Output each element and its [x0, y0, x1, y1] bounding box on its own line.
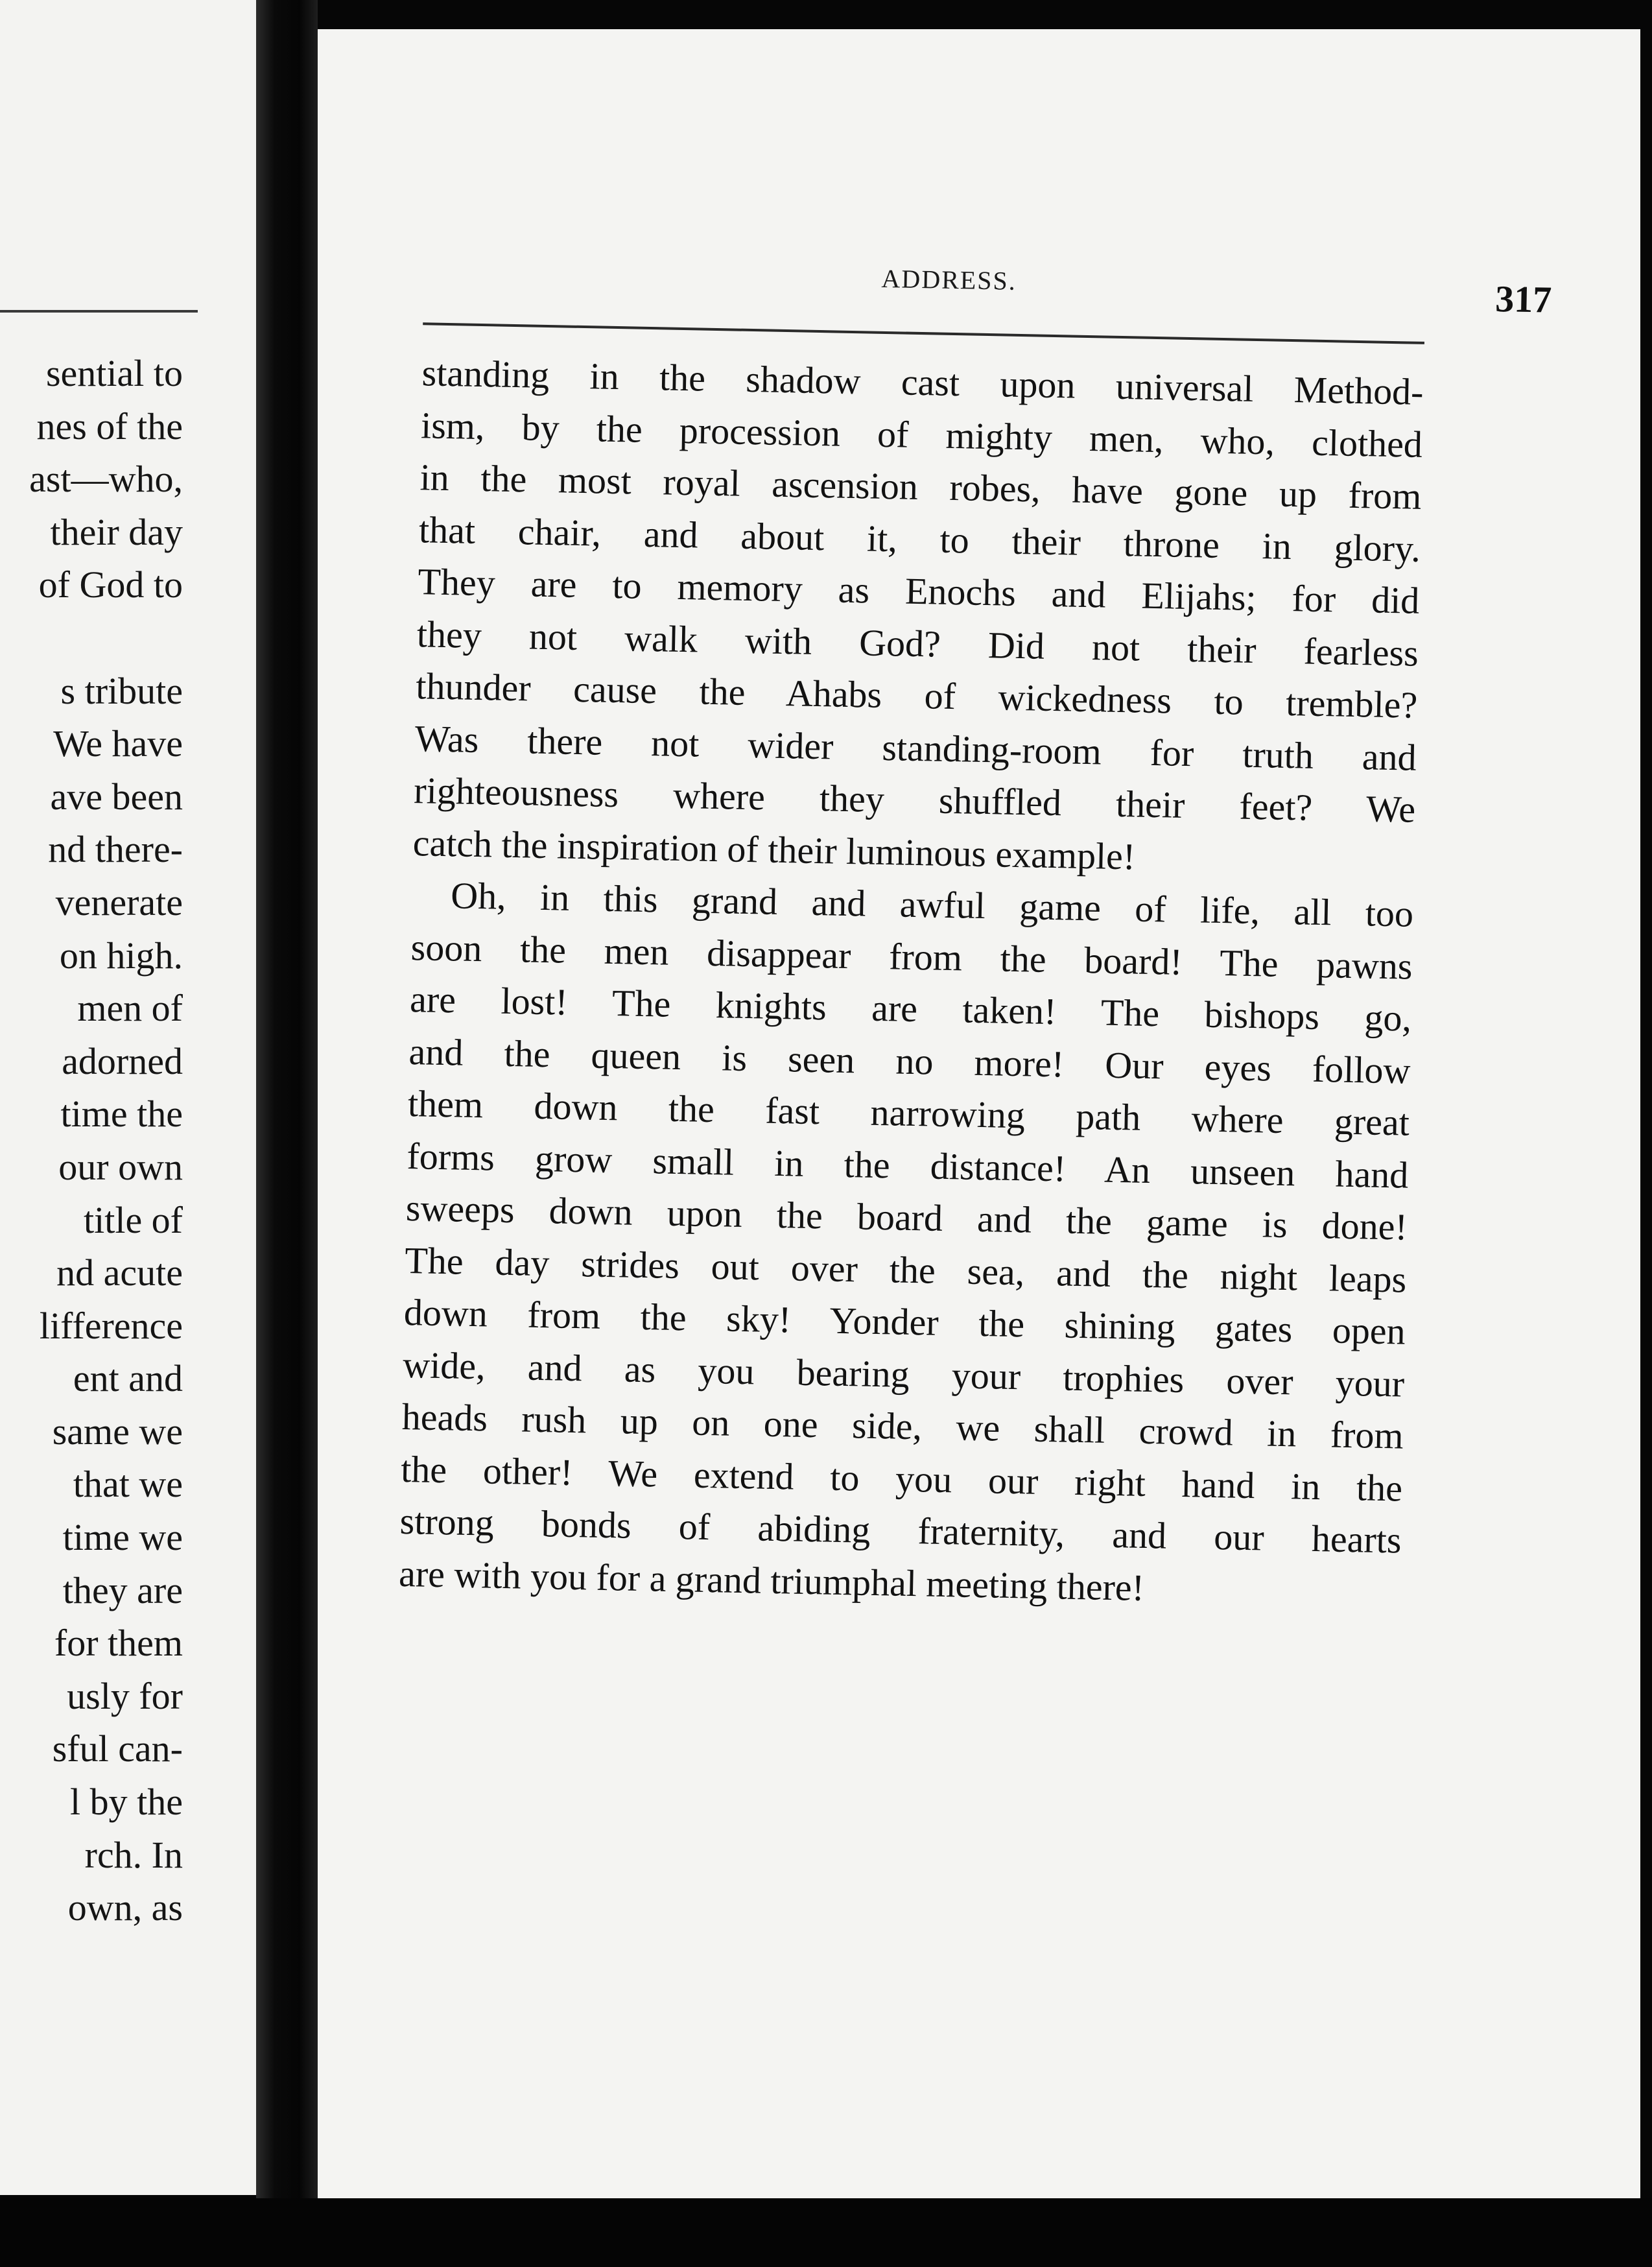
left-page-line: ent and — [73, 1357, 183, 1400]
left-page — [0, 0, 256, 2195]
text-line: them down the fast narrowing path where great — [407, 1082, 1410, 1144]
left-page-line: nd there- — [48, 828, 183, 871]
right-page — [318, 29, 1640, 2198]
text-line: heads rush up on one side, we shall crowd in from — [401, 1395, 1404, 1457]
paragraph — [412, 347, 1424, 888]
left-page-line: s tribute — [60, 669, 183, 712]
text-line: in the most royal ascension robes, have gone up from — [419, 456, 1422, 517]
text-line: catch the inspiration of their luminous example! — [412, 821, 1136, 878]
left-header-rule — [0, 310, 198, 313]
text-line: ism, by the procession of mighty men, who, clothed — [420, 403, 1423, 466]
text-line: are lost! The knights are taken! The bishops go, — [409, 978, 1412, 1039]
text-line: soon the men disappear from the board! The pawns — [410, 925, 1413, 988]
left-page-line: own, as — [67, 1886, 183, 1929]
text-line: forms grow small in the distance! An unseen hand — [406, 1134, 1409, 1196]
left-page-line: sential to — [45, 352, 183, 394]
left-page-line: on high. — [59, 934, 183, 977]
page-content — [318, 29, 1640, 2198]
left-page-line: for them — [54, 1622, 183, 1665]
left-page-line — [0, 611, 183, 665]
text-line: down from the sky! Yonder the shining gates open — [403, 1290, 1406, 1353]
left-page-text — [0, 347, 183, 1934]
left-page-line: that we — [73, 1463, 183, 1506]
text-line: wide, and as you bearing your trophies over your — [402, 1343, 1405, 1405]
left-page-line: time the — [60, 1093, 183, 1135]
left-page-line: adorned — [62, 1039, 183, 1082]
left-page-line: sful can- — [52, 1727, 183, 1770]
left-page-line: venerate — [55, 881, 183, 923]
text-line: and the queen is seen no more! Our eyes follow — [408, 1030, 1411, 1092]
left-page-line: their day — [50, 510, 183, 553]
paragraph — [398, 869, 1413, 1619]
text-line: the other! We extend to you our right hand in the — [400, 1447, 1403, 1510]
left-page-line: rch. In — [84, 1833, 183, 1876]
text-line: standing in the shadow cast upon universal Method- — [421, 351, 1424, 413]
text-line: righteousness where they shuffled their feet? We — [413, 769, 1416, 831]
left-page-line: nes of the — [36, 405, 183, 447]
text-line: that chair, and about it, to their throne in glory. — [418, 508, 1421, 570]
text-line: sweeps down upon the board and the game is done! — [405, 1187, 1408, 1248]
left-page-line: usly for — [67, 1674, 183, 1717]
text-line: Oh, in this grand and awful game of life, all too — [450, 874, 1414, 935]
body-text — [398, 347, 1424, 1619]
left-page-line: nd acute — [56, 1252, 183, 1294]
text-line: they not walk with God? Did not their fearless — [416, 612, 1419, 674]
header-rule — [423, 322, 1424, 344]
text-line: Was there not wider standing-room for truth and — [414, 717, 1417, 779]
left-page-line: of God to — [38, 564, 183, 606]
scan-bottom-edge — [0, 2198, 1652, 2267]
left-page-line: they are — [62, 1569, 183, 1611]
left-page-line: l by the — [70, 1781, 183, 1823]
running-head: ADDRESS. — [881, 263, 1017, 296]
left-page-line: title of — [83, 1198, 183, 1241]
text-line: strong bonds of abiding fraternity, and our hearts — [399, 1499, 1402, 1561]
left-page-line: lifference — [39, 1304, 183, 1347]
left-page-line: ave been — [50, 775, 183, 818]
left-page-line: our own — [58, 1145, 183, 1188]
book-gutter — [256, 0, 318, 2267]
text-line: are with you for a grand triumphal meeting there! — [398, 1552, 1145, 1609]
left-page-line: men of — [77, 987, 183, 1030]
page-number: 317 — [1494, 278, 1552, 321]
left-page-line: ast—who, — [29, 458, 183, 501]
text-line: They are to memory as Enochs and Elijahs; for did — [417, 560, 1420, 622]
text-line: thunder cause the Ahabs of wickedness to tremble? — [415, 665, 1418, 726]
left-page-line: time we — [62, 1516, 183, 1559]
left-page-line: We have — [53, 722, 183, 765]
left-page-line: same we — [52, 1410, 183, 1453]
text-line: The day strides out over the sea, and the night leaps — [404, 1239, 1407, 1301]
